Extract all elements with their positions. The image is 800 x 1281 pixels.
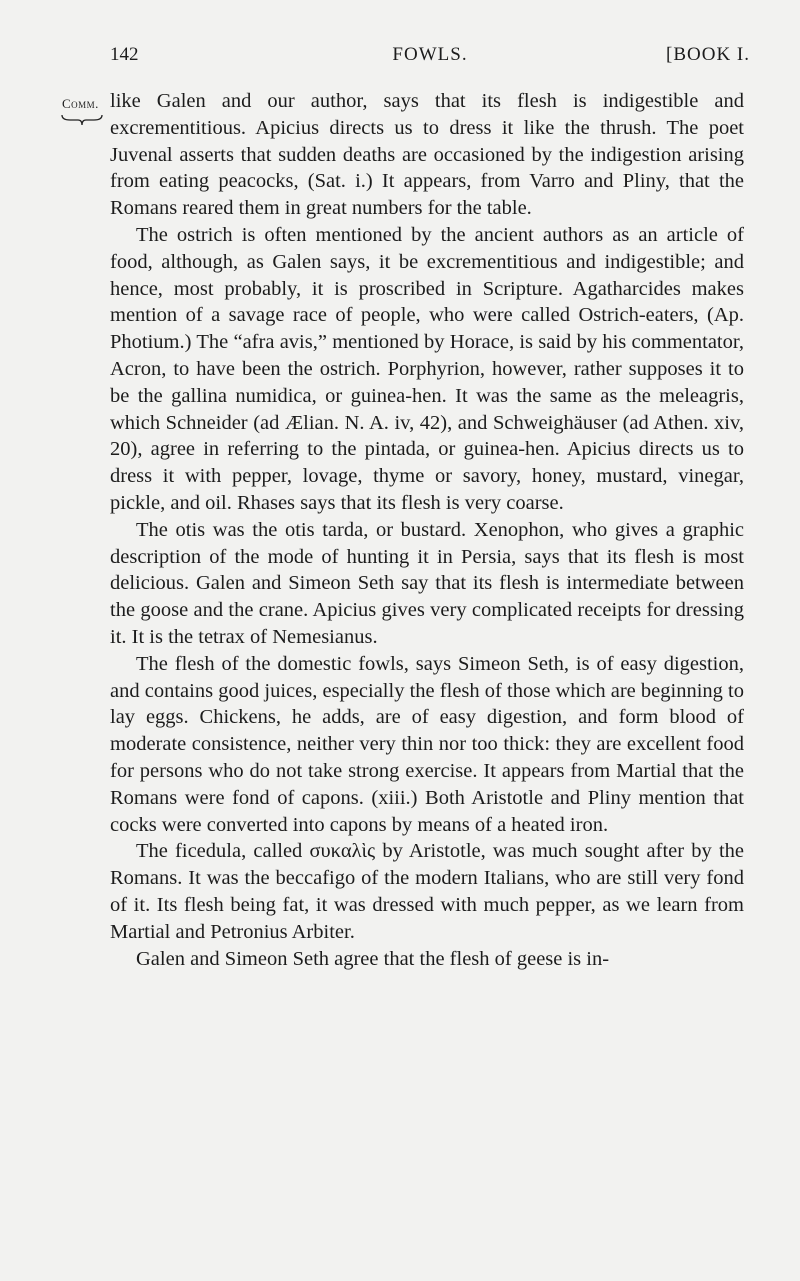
body-text xyxy=(110,88,744,972)
brace-icon xyxy=(60,113,104,127)
paragraph-otis: The otis was the otis tarda, or bustard. Xenophon, who gives a graphic description of the mode of hunting it in Persia, says that its flesh is most delicious. Galen and Simeon Seth say that its flesh is intermediate between the goose and the crane. Apicius gives very complicated receipts for dressing it. It is the tetrax of Nemesianus. xyxy=(110,518,744,648)
paragraph-domestic-fowls: The flesh of the domestic fowls, says Simeon Seth, is of easy digestion, and contains good juices, especially the flesh of those which are beginning to lay eggs. Chickens, he adds, are of easy digestion, and form blood of moderate consistence, neither very thin nor too thick: they are excellent food for persons who do not take strong exercise. It appears from Martial that the Romans were fond of capons. (xiii.) Both Aristotle and Pliny mention that cocks were converted into capons by means of a heated iron. xyxy=(110,652,744,836)
paragraph-geese: Galen and Simeon Seth agree that the flesh of geese is in- xyxy=(136,947,610,970)
book-reference: [BOOK I. xyxy=(666,44,750,65)
paragraph-peacock: like Galen and our author, says that its flesh is indigestible and excrementitious. Apicius directs us to dress it like the thrush. The poet Juvenal asserts that sudden deaths are occasioned by the indigestion arising from eating peacocks, (Sat. i.) It appears, from Varro and Pliny, that the Romans reared them in great numbers for the table. xyxy=(110,90,744,220)
page-header xyxy=(110,44,750,74)
running-title: FOWLS. xyxy=(392,44,468,65)
margin-note-commentary: Comm. xyxy=(62,96,99,111)
paragraph-ficedula: The ficedula, called συκαλὶς by Aristotle, was much sought after by the Romans. It was the beccafigo of the modern Italians, who are still very fond of it. Its flesh being fat, it was dressed with much pepper, as we learn from Martial and Petronius Arbiter. xyxy=(110,840,744,943)
page-number: 142 xyxy=(110,44,139,65)
paragraph-ostrich: The ostrich is often mentioned by the ancient authors as an article of food, although, as Galen says, it be excrementitious and indigestible; and hence, most probably, it is proscribed in Scripture. Agatharcides makes mention of a savage race of people, who were called Ostrich-eaters, (Ap. Photium.) The “afra avis,” mentioned by Horace, is said by his commentator, Acron, to have been the ostrich. Porphyrion, however, rather supposes it to be the gallina numidica, or guinea-hen. It was the same as the meleagris, which Schneider (ad Ælian. N. A. iv, 42), and Schweighäuser (ad Athen. xiv, 20), agree in referring to the pintada, or guinea-hen. Apicius directs us to dress it with pepper, lovage, thyme or savory, honey, mustard, vinegar, pickle, and oil. Rhases says that its flesh is very coarse. xyxy=(110,223,744,514)
